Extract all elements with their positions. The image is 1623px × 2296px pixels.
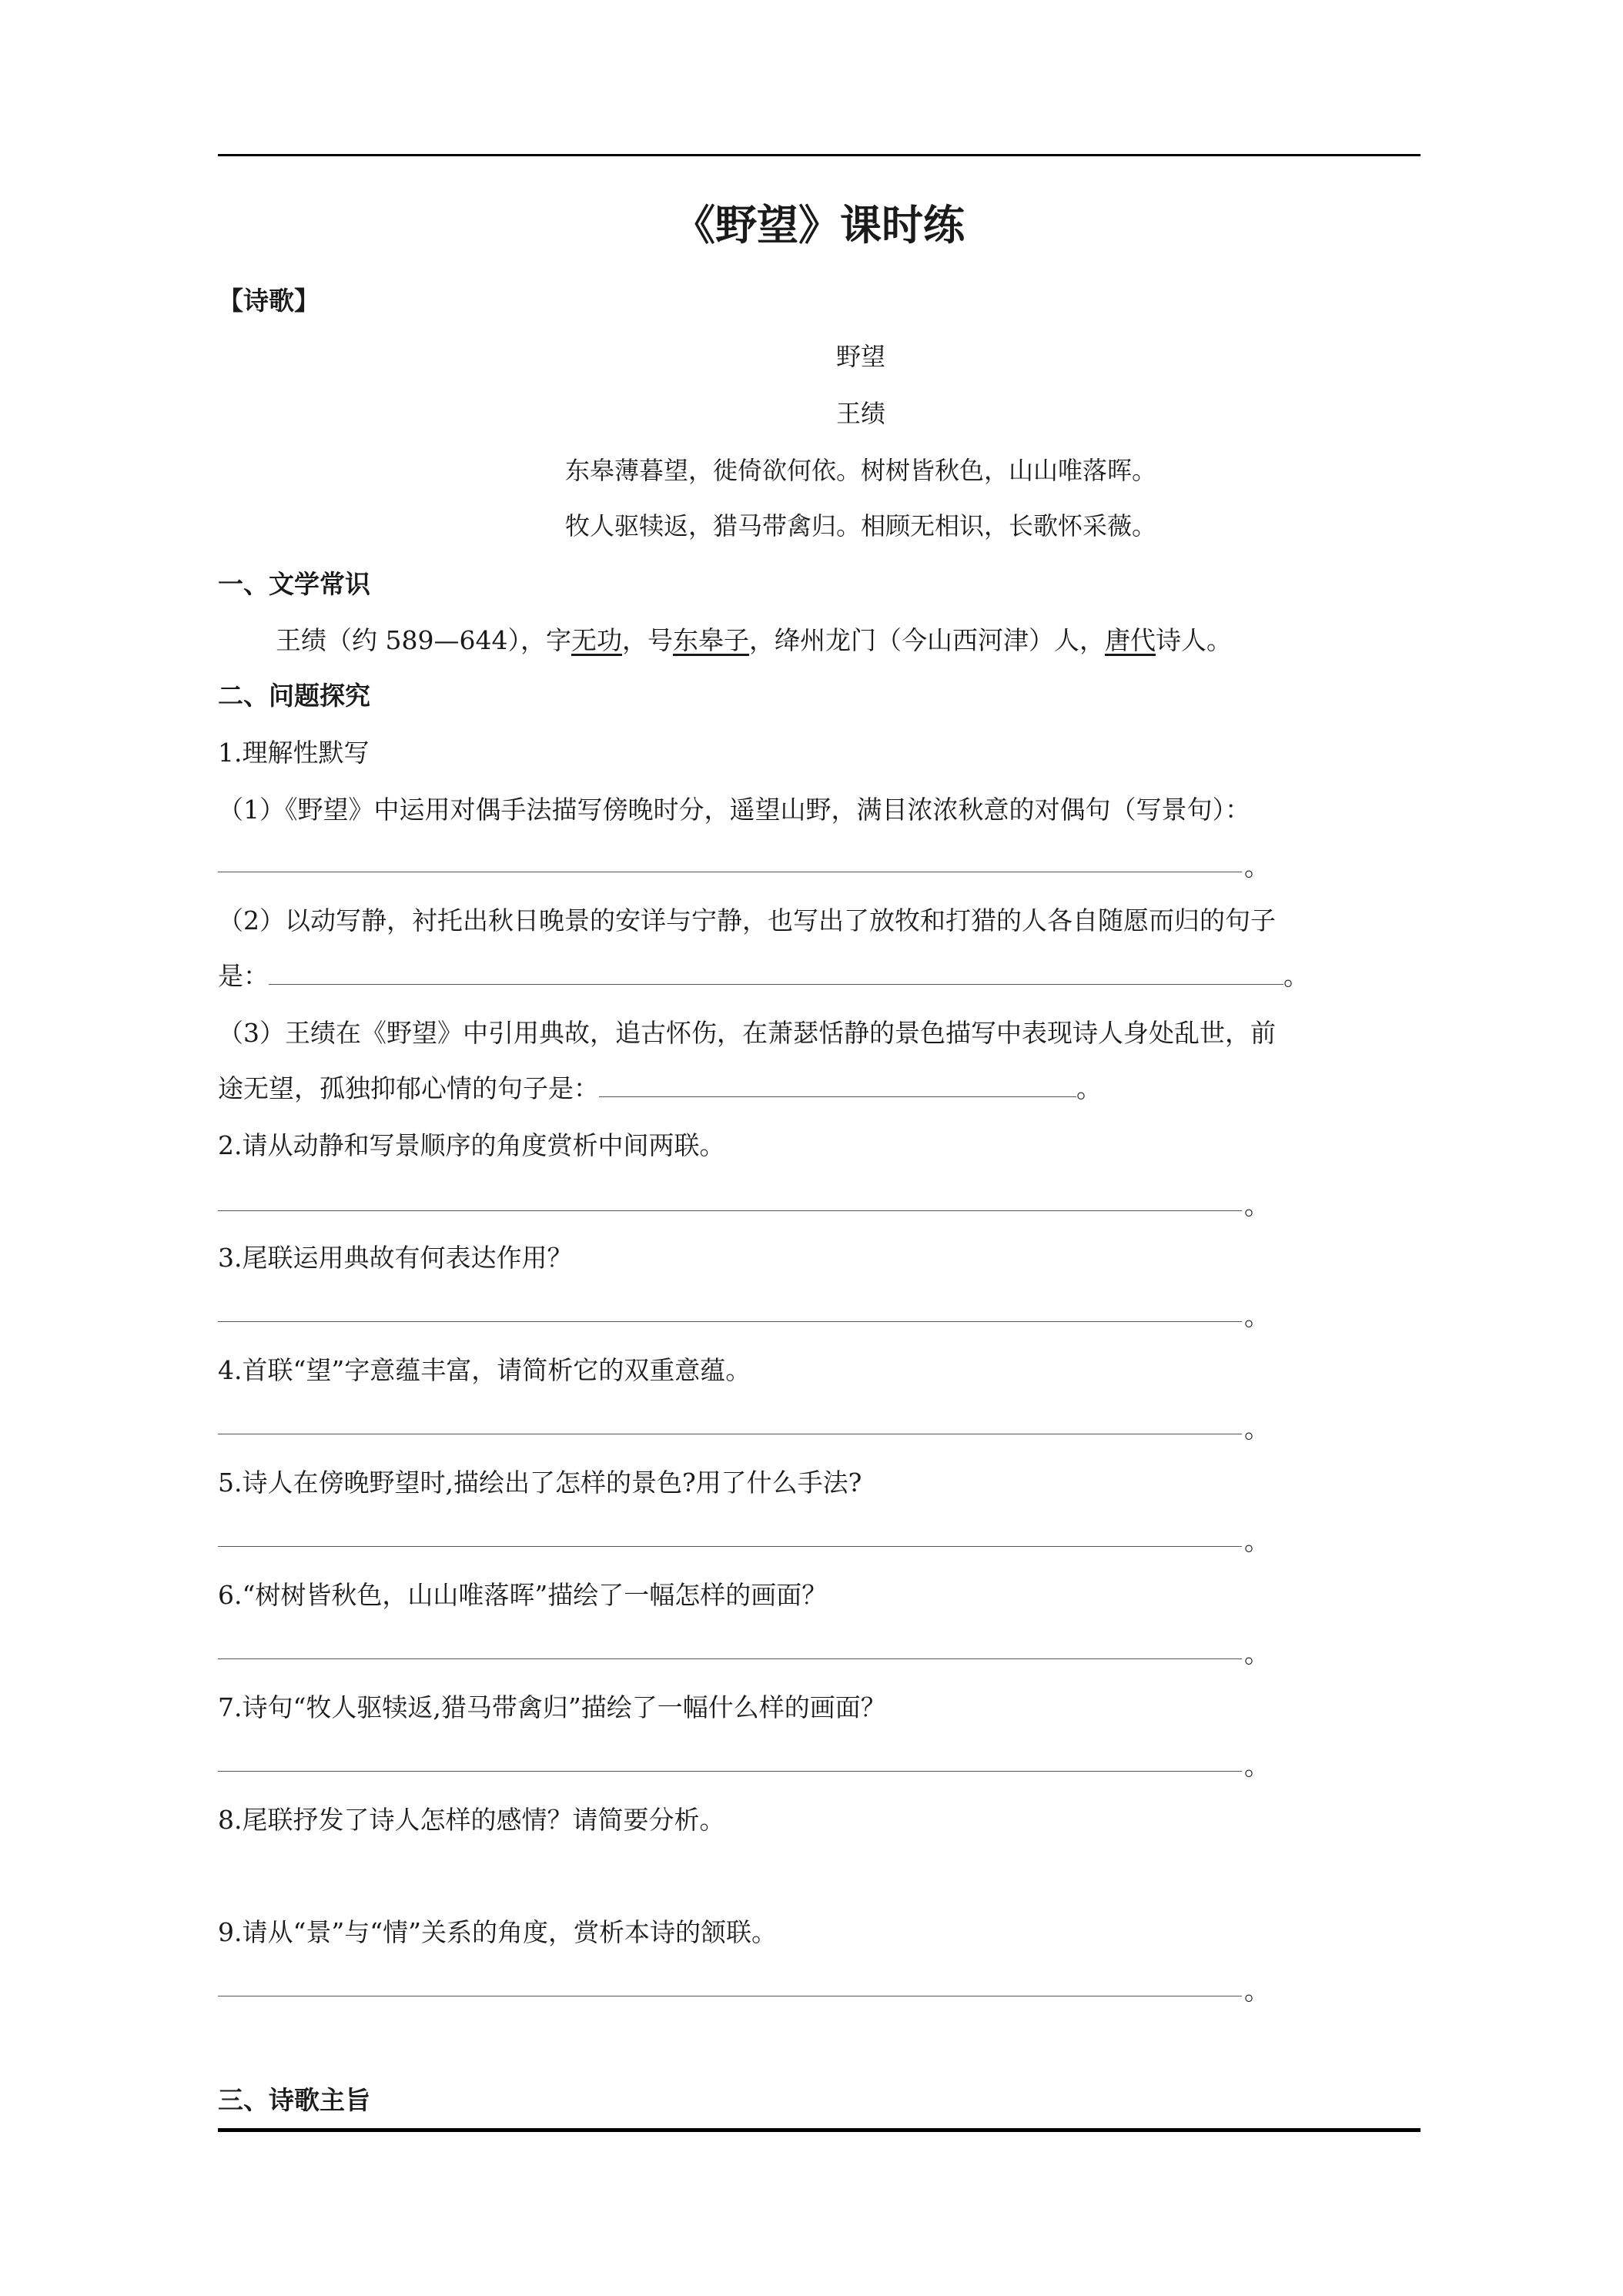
question-9: 9.请从“景”与“情”关系的角度，赏析本诗的颔联。	[218, 1917, 777, 1947]
end-period: 。	[1244, 1526, 1270, 1556]
dynasty: 唐代	[1104, 625, 1156, 655]
end-period: 。	[1283, 961, 1309, 991]
answer-line-q3[interactable]	[218, 1321, 1242, 1322]
answer-line-q1-3[interactable]	[599, 1073, 1076, 1097]
end-period: 。	[1244, 1301, 1270, 1331]
intro-text-1: 王绩（约 589—644），字	[276, 625, 571, 655]
question-8: 8.尾联抒发了诗人怎样的感情？请简要分析。	[218, 1805, 725, 1835]
end-period: 。	[1244, 1976, 1270, 2006]
courtesy-name: 无功	[571, 625, 622, 655]
answer-line-q1-2[interactable]	[269, 961, 1283, 985]
answer-line-q7[interactable]	[218, 1771, 1242, 1772]
question-6: 6.“树树皆秋色，山山唯落晖”描绘了一幅怎样的画面？	[218, 1580, 828, 1610]
end-period: 。	[1244, 852, 1270, 882]
header-rule	[218, 154, 1421, 156]
answer-line-q5[interactable]	[218, 1546, 1242, 1547]
poem-line-2: 牧人驱犊返，猎马带禽归。相顾无相识，长歌怀采薇。	[564, 511, 1156, 541]
q1-sub3-prefix: 途无望，孤独抑郁心情的句子是：	[218, 1073, 599, 1103]
q1-sub2-prefix: 是：	[218, 961, 269, 991]
poem-author: 王绩	[835, 399, 885, 428]
q1-sub3-line1: （3）王绩在《野望》中引用典故，追古怀伤，在萧瑟恬静的景色描写中表现诗人身处乱世，前	[218, 1018, 1276, 1048]
q1-sub2-line1: （2）以动写静，衬托出秋日晚景的安详与宁静，也写出了放牧和打猎的人各自随愿而归的句子	[218, 905, 1276, 935]
q1-label: 1.理解性默写	[218, 738, 370, 768]
author-intro	[276, 621, 1232, 657]
intro-text-3: ，绛州龙门（今山西河津）人，	[748, 625, 1105, 655]
intro-text-4: 诗人。	[1155, 625, 1232, 655]
section3-heading: 三、诗歌主旨	[218, 2085, 370, 2115]
question-4: 4.首联“望”字意蕴丰富，请简析它的双重意蕴。	[218, 1355, 751, 1385]
end-period: 。	[1244, 1751, 1270, 1781]
pen-name: 东皋子	[672, 625, 749, 655]
end-period: 。	[1076, 1073, 1102, 1103]
q1-sub2-line2	[218, 956, 1309, 992]
poem-line-1: 东皋薄暮望，徙倚欲何依。树树皆秋色，山山唯落晖。	[564, 456, 1156, 485]
end-period: 。	[1244, 1638, 1270, 1668]
answer-line-q2[interactable]	[218, 1210, 1242, 1211]
question-5: 5.诗人在傍晚野望时,描绘出了怎样的景色?用了什么手法?	[218, 1468, 862, 1498]
question-7: 7.诗句“牧人驱犊返,猎马带禽归”描绘了一幅什么样的画面？	[218, 1692, 886, 1722]
section2-heading: 二、问题探究	[218, 681, 370, 711]
end-period: 。	[1244, 1190, 1270, 1220]
question-3: 3.尾联运用典故有何表达作用？	[218, 1243, 573, 1273]
footer-rule	[218, 2128, 1421, 2132]
end-period: 。	[1244, 1414, 1270, 1444]
q1-sub1: （1）《野望》中运用对偶手法描写傍晚时分，遥望山野，满目浓浓秋意的对偶句（写景句）：	[218, 795, 1250, 825]
section1-heading: 一、文学常识	[218, 569, 370, 599]
q1-sub3-line2	[218, 1069, 1102, 1105]
intro-text-2: ，号	[621, 625, 673, 655]
poem-heading: 【诗歌】	[218, 286, 320, 316]
page-title: 《野望》课时练	[674, 201, 965, 249]
answer-line-q6[interactable]	[218, 1658, 1242, 1659]
question-2: 2.请从动静和写景顺序的角度赏析中间两联。	[218, 1130, 725, 1160]
poem-title: 野望	[835, 342, 885, 371]
